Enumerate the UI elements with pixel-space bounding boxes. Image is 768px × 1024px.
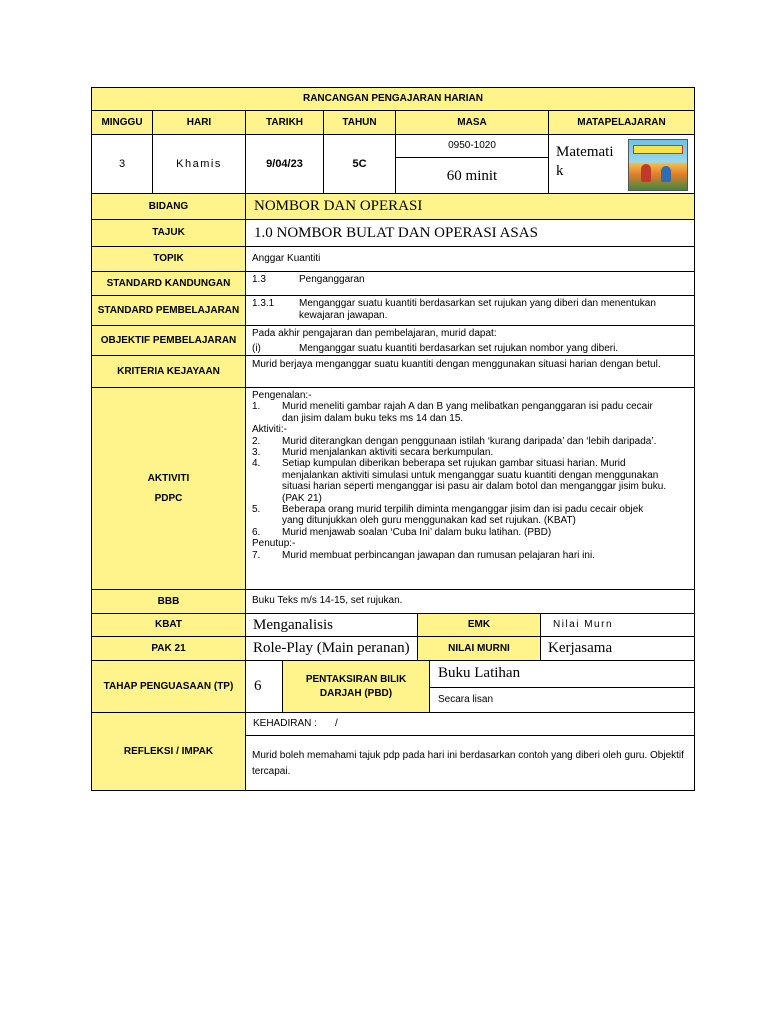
emk-label: EMK bbox=[417, 613, 541, 637]
pak21-value: Role-Play (Main peranan) bbox=[245, 636, 418, 661]
aktiviti-label-1: AKTIVITI bbox=[147, 472, 190, 484]
item-text: Beberapa orang murid terpilih diminta menganggar jisim dan isi padu cecair objek bbox=[282, 504, 644, 516]
subject-text: Matematik bbox=[556, 144, 614, 179]
bidang-value: NOMBOR DAN OPERASI bbox=[245, 193, 695, 220]
tahun-value bbox=[323, 134, 396, 194]
minggu-value bbox=[91, 134, 153, 194]
header-minggu: MINGGU bbox=[91, 110, 153, 135]
minggu-text: 3 bbox=[118, 158, 126, 170]
textbook-cover-icon bbox=[628, 139, 688, 191]
tahun-text: 5C bbox=[352, 158, 367, 170]
sk-text: Penganggaran bbox=[299, 274, 365, 285]
bbb-label: BBB bbox=[91, 589, 246, 614]
bidang-label: BIDANG bbox=[91, 193, 246, 220]
item-text: Murid meneliti gambar rajah A dan B yang melibatkan penganggaran isi padu cecair bbox=[282, 401, 653, 413]
header-masa: MASA bbox=[395, 110, 549, 135]
sp-line2: kewajaran jawapan. bbox=[299, 310, 388, 321]
aktiviti-item-6 bbox=[252, 527, 688, 538]
kbat-label: KBAT bbox=[91, 613, 246, 637]
pbd-value-1: Buku Latihan bbox=[429, 660, 695, 688]
item-number: 5. bbox=[252, 504, 261, 516]
tajuk-value: 1.0 NOMBOR BULAT DAN OPERASI ASAS bbox=[245, 219, 695, 247]
objektif-number: (i) bbox=[252, 343, 261, 354]
aktiviti-heading: Aktiviti:- bbox=[252, 424, 287, 436]
item-number: 7. bbox=[252, 549, 261, 561]
objektif-value bbox=[245, 325, 695, 356]
header-tahun: TAHUN bbox=[323, 110, 396, 135]
aktiviti-item-2 bbox=[252, 436, 688, 447]
emk-value: Nilai Murn bbox=[540, 613, 695, 637]
item-text: Murid menjalankan aktiviti secara berkumpulan. bbox=[282, 447, 494, 459]
aktiviti-item-4 bbox=[252, 458, 688, 469]
topik-label: TOPIK bbox=[91, 246, 246, 272]
objektif-intro: Pada akhir pengajaran dan pembelajaran, murid dapat: bbox=[252, 328, 497, 339]
aktiviti-item-1-cont: dan jisim dalam buku teks ms 14 dan 15. bbox=[282, 412, 464, 424]
refleksi-label: REFLEKSI / IMPAK bbox=[91, 712, 246, 791]
kbat-value: Menganalisis bbox=[245, 613, 418, 637]
objektif-label: OBJEKTIF PEMBELAJARAN bbox=[91, 325, 246, 356]
penutup-heading: Penutup:- bbox=[252, 538, 296, 550]
aktiviti-item-4-cont3: (PAK 21) bbox=[282, 492, 322, 504]
aktiviti-item-1 bbox=[252, 401, 688, 412]
book-title-banner bbox=[633, 145, 683, 154]
tahap-value: 6 bbox=[245, 660, 283, 713]
refleksi-text: Murid boleh memahami tajuk pdp pada hari ini berdasarkan contoh yang diberi oleh guru. Objektif tercapai. bbox=[245, 735, 695, 791]
standard-pembelajaran-value bbox=[245, 295, 695, 326]
aktiviti-item-5-cont: yang ditunjukkan oleh guru menggunakan kad set rujukan. (KBAT) bbox=[282, 515, 576, 527]
sp-line1: Menganggar suatu kuantiti berdasarkan set rujukan yang diberi dan menentukan bbox=[299, 298, 656, 309]
kriteria-value: Murid berjaya menganggar suatu kuantiti dengan menggunakan situasi harian dengan betul. bbox=[245, 355, 695, 388]
item-number: 3. bbox=[252, 447, 261, 459]
aktiviti-label-2: PDPC bbox=[154, 492, 183, 504]
aktiviti-item-5 bbox=[252, 504, 688, 515]
sk-row bbox=[252, 274, 688, 286]
tarikh-value bbox=[245, 134, 324, 194]
bbb-value: Buku Teks m/s 14-15, set rujukan. bbox=[245, 589, 695, 614]
pbd-value-2: Secara lisan bbox=[429, 687, 695, 713]
header-hari: HARI bbox=[152, 110, 246, 135]
header-matapelajaran: MATAPELAJARAN bbox=[548, 110, 695, 135]
child-figure-red bbox=[641, 164, 651, 182]
item-number: 2. bbox=[252, 435, 261, 447]
child-figure-blue bbox=[661, 166, 671, 182]
nilai-murni-label: NILAI MURNI bbox=[417, 636, 541, 661]
item-text: Murid membuat perbincangan jawapan dan rumusan pelajaran hari ini. bbox=[282, 549, 595, 561]
aktiviti-item-7 bbox=[252, 550, 688, 561]
sp-row bbox=[252, 298, 688, 310]
sp-number: 1.3.1 bbox=[252, 298, 275, 309]
tarikh-text: 9/04/23 bbox=[266, 158, 303, 170]
item-number: 1. bbox=[252, 401, 261, 413]
page-title: RANCANGAN PENGAJARAN HARIAN bbox=[91, 87, 695, 111]
aktiviti-label bbox=[91, 387, 246, 590]
objektif-row bbox=[252, 343, 688, 355]
aktiviti-content bbox=[245, 387, 695, 590]
kriteria-label: KRITERIA KEJAYAAN bbox=[91, 355, 246, 388]
nilai-murni-value: Kerjasama bbox=[540, 636, 695, 661]
objektif-text: Menganggar suatu kuantiti berdasarkan set rujukan nombor yang diberi. bbox=[299, 343, 619, 354]
pengenalan-heading: Pengenalan:- bbox=[252, 390, 312, 401]
standard-pembelajaran-label: STANDARD PEMBELAJARAN bbox=[91, 295, 246, 326]
kehadiran-slash: / bbox=[335, 718, 338, 729]
tahap-label: TAHAP PENGUASAAN (TP) bbox=[91, 660, 246, 713]
standard-kandungan-label: STANDARD KANDUNGAN bbox=[91, 271, 246, 296]
sk-number: 1.3 bbox=[252, 274, 266, 285]
hari-text: Khamis bbox=[176, 158, 222, 170]
item-number: 4. bbox=[252, 458, 261, 470]
item-number: 6. bbox=[252, 526, 261, 538]
header-tarikh: TARIKH bbox=[245, 110, 324, 135]
standard-kandungan-value bbox=[245, 271, 695, 296]
kehadiran-cell bbox=[245, 712, 695, 736]
tajuk-label: TAJUK bbox=[91, 219, 246, 247]
pak21-label: PAK 21 bbox=[91, 636, 246, 661]
masa-time-text: 0950-1020 bbox=[448, 140, 496, 151]
item-text: Murid diterangkan dengan penggunaan istilah ‘kurang daripada’ dan ‘lebih daripada’. bbox=[282, 435, 657, 447]
hari-value bbox=[152, 134, 246, 194]
aktiviti-item-4-cont: menjalankan aktiviti simulasi untuk menganggar suatu kuantiti dengan menggunakan bbox=[282, 469, 659, 481]
topik-value: Anggar Kuantiti bbox=[245, 246, 695, 272]
masa-duration bbox=[395, 157, 549, 194]
masa-duration-text: 60 minit bbox=[446, 167, 498, 184]
aktiviti-item-4-cont2: situasi harian seperti menganggar isi pasu air dalam botol dan menganggar jisim buku. bbox=[282, 481, 667, 493]
pbd-label: PENTAKSIRAN BILIK DARJAH (PBD) bbox=[282, 660, 430, 713]
aktiviti-item-3 bbox=[252, 447, 688, 458]
item-text: Murid menjawab soalan ‘Cuba Ini’ dalam buku latihan. (PBD) bbox=[282, 526, 552, 538]
item-text: Setiap kumpulan diberikan beberapa set rujukan gambar situasi harian. Murid bbox=[282, 458, 626, 470]
kehadiran-label: KEHADIRAN : bbox=[253, 718, 317, 729]
masa-time bbox=[395, 134, 549, 158]
